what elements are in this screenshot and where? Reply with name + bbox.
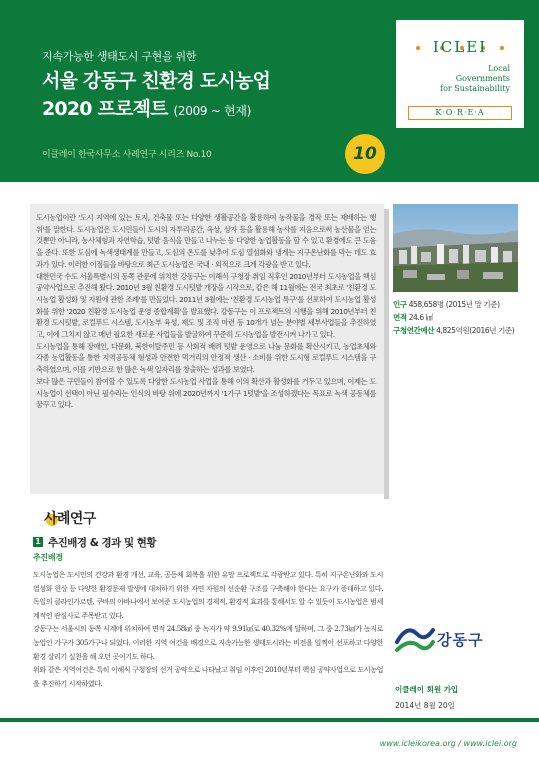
district-stats bbox=[393, 298, 533, 337]
header-banner bbox=[0, 0, 539, 182]
area-stat bbox=[393, 311, 533, 324]
sub-heading: 추진배경 bbox=[33, 553, 63, 562]
logo-tagline-line3: for Sustainability bbox=[440, 84, 510, 93]
body-paragraph: 위와 같은 지역여건은 특히 이해식 구청장의 선거 공약으로 나타났고 취임 이후인 2010년부터 핵심 공약사업으로 도시농업을 추진하기 시작하였다. bbox=[33, 665, 383, 688]
budget-label: 구청연간예산 bbox=[393, 326, 435, 335]
city-aerial-photo bbox=[393, 204, 518, 292]
population-stat bbox=[393, 298, 533, 311]
page-title-line2 bbox=[42, 94, 251, 121]
footer-links[interactable]: www.icleikorea.org / www.iclei.org bbox=[379, 739, 517, 748]
footer bbox=[0, 722, 539, 763]
body-text bbox=[33, 568, 383, 690]
section-title: 추진배경 & 경과 및 현황 bbox=[48, 537, 157, 549]
logo-tagline-line2: Governments bbox=[455, 74, 510, 83]
logo-wordmark: ICLEI bbox=[432, 38, 488, 56]
series-number: 10 bbox=[353, 144, 377, 164]
project-title: 2020 프로젝트 bbox=[42, 98, 168, 120]
iclei-logo bbox=[396, 20, 524, 128]
logo-korea-label: K·O·R·E·A bbox=[408, 106, 512, 120]
intro-paragraph: 보다 많은 구민들이 참여할 수 있도록 다양한 도시농업 사업을 통해 이의 확산과 활성화를 거두고 있으며, 이제는 도시농업이 선택이 아닌 필수라는 인식의 바탕 위에 2020년까지 '1가구 1텃밭'을 조성하겠다는 목표로 녹색 공동체를 꿈꾸고 있다. bbox=[36, 376, 376, 410]
budget-stat bbox=[393, 324, 533, 337]
area-value: 24.6 ㎢ bbox=[408, 313, 433, 322]
budget-value: 4,825억원(2016년 기준) bbox=[436, 326, 515, 335]
body-paragraph: 강동구는 서울시의 동쪽 시계에 위치하여 면적 24.58㎢ 중 녹지가 약 9.91㎢로 40.32%에 달하며, 그 중 2.73㎢가 농지로 농업인 가구가 305가구나 되었다. 이러한 지역 여건을 배경으로 지속가능한 생태도시라는 비전을 일찍이 선포하고 다양한 환경 살리기 실천을 해 오던 곳이기도 하다. bbox=[33, 624, 383, 661]
area-label: 면적 bbox=[393, 313, 407, 322]
population-value: 458,658명 (2015년 말 기준) bbox=[408, 300, 500, 309]
logo-tagline-line1: Local bbox=[488, 64, 510, 73]
intro-paragraph: 대한민국 수도 서울특별시의 동쪽 관문에 위치한 강동구는 이해식 구청장 취임 직후인 2010년부터 도시농업을 핵심 공약사업으로 추진해 왔다. 2010년 3월 친환경 도시텃밭 개장을 시작으로, 같은 해 11월에는 전국 최초로 '친환경 도시농업 활성화 및 지원에 관한 조례'를 만들었다. 2011년 3월에는 '친환경 도시농업 특구'를 선포하여 도시농업 활성화를 위한 '2020 친환경 도시농업 운영 종합계획'을 발표했다. 강동구는 이 프로젝트의 시행을 위해 2010년부터 친환경 도시텃밭, 로컬푸드 시스템, 도시농부 육성, 제도 및 조직 마련 등 10개가 넘는 분야별 세부사업들을 추진하였고, 이에 그치지 않고 매년 필요한 새로운 사업들을 발굴하여 꾸준히 도시농업을 발전시켜 나가고 있다. bbox=[36, 271, 376, 340]
district-name: 강동구 bbox=[437, 631, 484, 649]
series-label: 이클레이 한국사무소 사례연구 시리즈 No.10 bbox=[42, 150, 212, 160]
header-subtitle: 지속가능한 생태도시 구현을 위한 bbox=[42, 50, 197, 63]
intro-paragraph: 도시농업이란 '도시 지역에 있는 토지, 건축물 또는 다양한 생활공간을 활용하여 농작물을 경작 또는 재배하는 행위'를 말한다. 도시농업은 도시민들이 도시의 자투리공간, 옥상, 상자 등을 활용해 농사를 지음으로써 농산물을 얻는 것뿐만 아니라, 농사체험과 자연학습, 텃밭 음식을 만들고 나누는 등 다양한 농업활동을 할 수 있고 환경에도 큰 도움을 준다. 또한 도심에 녹색생태계를 만들고, 도심의 온도를 낮추어 도심 열섬화와 냉게는 지구온난화를 막는 데도 효과가 있다. 이러한 이점들을 바탕으로 최근 도시농업은 국내 · 외적으로 크게 각광을 받고 있다. bbox=[36, 213, 376, 269]
population-label: 인구 bbox=[393, 300, 407, 309]
intro-summary-box bbox=[30, 204, 384, 494]
intro-paragraph: 도시농업을 통해 장애인, 다문화, 북한이탈주민 등 사회적 배려 텃밭 운영으로 나눔 문화를 확산시키고, 농업초체와 각종 농업활동을 통한 지역공동체 형성과 안전한 먹거리의 안정적 생산 · 소비를 위한 도시형 로컬푸드 시스템을 구축하였으며, 이를 기반으로 한 많은 녹색 일자리를 창출하는 성과를 보였다. bbox=[36, 341, 376, 375]
section-number: 1 bbox=[33, 537, 43, 547]
intro-text bbox=[36, 212, 376, 411]
project-period: (2009 ~ 현재) bbox=[173, 104, 252, 118]
membership-label: 이클레이 회원 가입 bbox=[395, 685, 459, 694]
page-title-line1: 서울 강동구 친환경 도시농업 bbox=[42, 70, 271, 92]
membership-date: 2014년 8월 20일 bbox=[395, 701, 455, 710]
body-paragraph: 도시농업은 도시민의 건강과 환경 개선, 교육, 공동체 회복을 위한 유망 프로젝트로 각광받고 있다. 특히 지구온난화와 도시열섬화 현상 등 다양한 환경문제 발생에 대처하기 위한 자연 자원의 선순환 구조를 구축해야 한다는 요구가 증대하고 있다. 독일의 클라인가르텐, 쿠바의 아바나에서 보여준 도시농업의 경제적, 환경적 효과를 통해서도 알 수 있듯이 도시농업은 범세계적인 관심사로 주목받고 있다. bbox=[33, 570, 383, 620]
case-study-heading: 사례연구 bbox=[44, 511, 96, 527]
